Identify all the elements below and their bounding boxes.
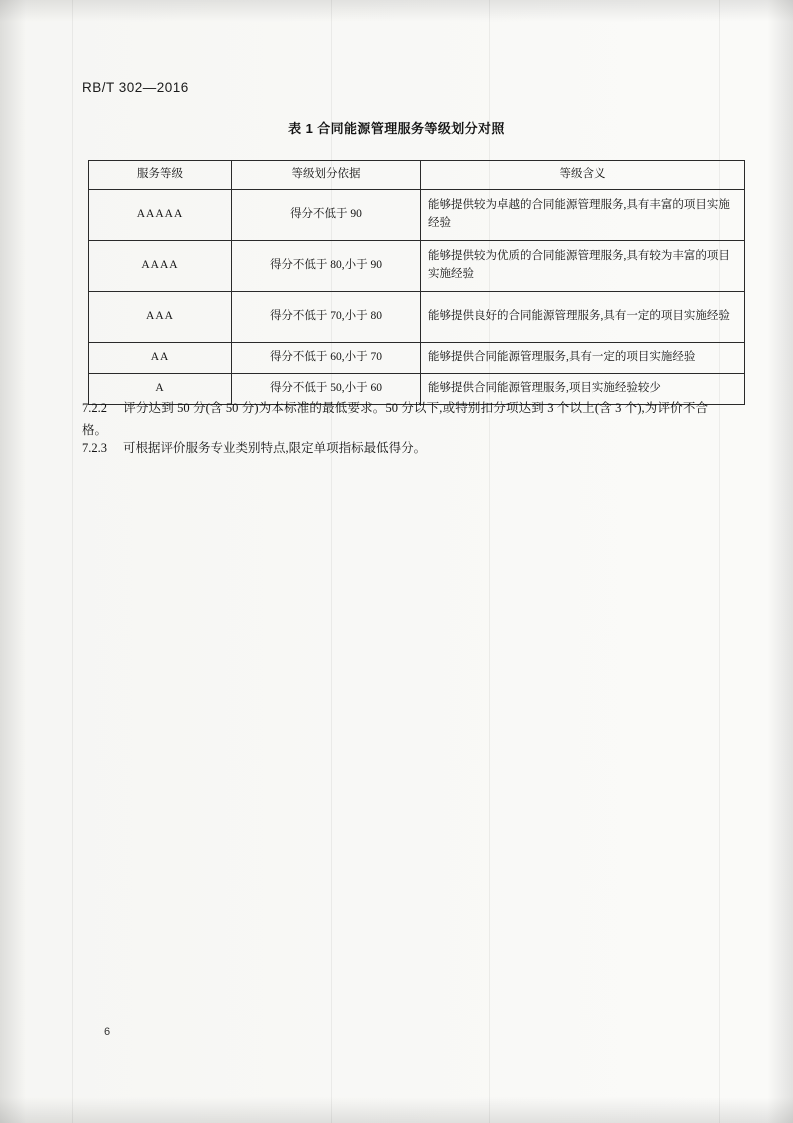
column-header-meaning: 等级含义 <box>421 161 745 190</box>
clause-number: 7.2.2 <box>82 401 107 415</box>
cell-basis: 得分不低于 50,小于 60 <box>232 374 421 405</box>
column-header-grade: 服务等级 <box>89 161 232 190</box>
cell-grade: AAAA <box>89 241 232 292</box>
cell-meaning: 能够提供合同能源管理服务,具有一定的项目实施经验 <box>421 343 745 374</box>
cell-meaning: 能够提供较为卓越的合同能源管理服务,具有丰富的项目实施经验 <box>421 190 745 241</box>
cell-basis: 得分不低于 60,小于 70 <box>232 343 421 374</box>
table-header-row <box>89 161 745 190</box>
cell-basis: 得分不低于 90 <box>232 190 421 241</box>
cell-basis: 得分不低于 80,小于 90 <box>232 241 421 292</box>
scan-edge-right <box>767 0 793 1123</box>
page-number: 6 <box>104 1026 111 1038</box>
clause-7-2-3 <box>82 438 708 460</box>
table-row <box>89 241 745 292</box>
cell-basis: 得分不低于 70,小于 80 <box>232 292 421 343</box>
cell-grade: AA <box>89 343 232 374</box>
cell-meaning: 能够提供较为优质的合同能源管理服务,具有较为丰富的项目实施经验 <box>421 241 745 292</box>
cell-grade: A <box>89 374 232 405</box>
clause-text: 评分达到 50 分(含 50 分)为本标准的最低要求。50 分以下,或特别扣分项达到 3 个以上(含 3 个),为评价不合格。 <box>82 401 708 437</box>
clause-number: 7.2.3 <box>82 441 107 455</box>
table-body <box>89 190 745 405</box>
cell-meaning: 能够提供良好的合同能源管理服务,具有一定的项目实施经验 <box>421 292 745 343</box>
clause-text: 可根据评价服务专业类别特点,限定单项指标最低得分。 <box>123 441 427 455</box>
cell-grade: AAAAA <box>89 190 232 241</box>
table-row <box>89 190 745 241</box>
table-row <box>89 292 745 343</box>
page-header-standard-number: RB/T 302—2016 <box>82 80 189 95</box>
scan-edge-left <box>0 0 26 1123</box>
column-header-basis: 等级划分依据 <box>232 161 421 190</box>
scan-artifact-line <box>72 0 73 1123</box>
scan-edge-top <box>0 0 793 22</box>
scan-edge-bottom <box>0 1097 793 1123</box>
clause-7-2-2 <box>82 398 708 442</box>
grade-comparison-table <box>88 160 745 405</box>
cell-meaning: 能够提供合同能源管理服务,项目实施经验较少 <box>421 374 745 405</box>
table-header <box>89 161 745 190</box>
cell-grade: AAA <box>89 292 232 343</box>
table-caption: 表 1 合同能源管理服务等级划分对照 <box>288 121 505 136</box>
table-row <box>89 343 745 374</box>
